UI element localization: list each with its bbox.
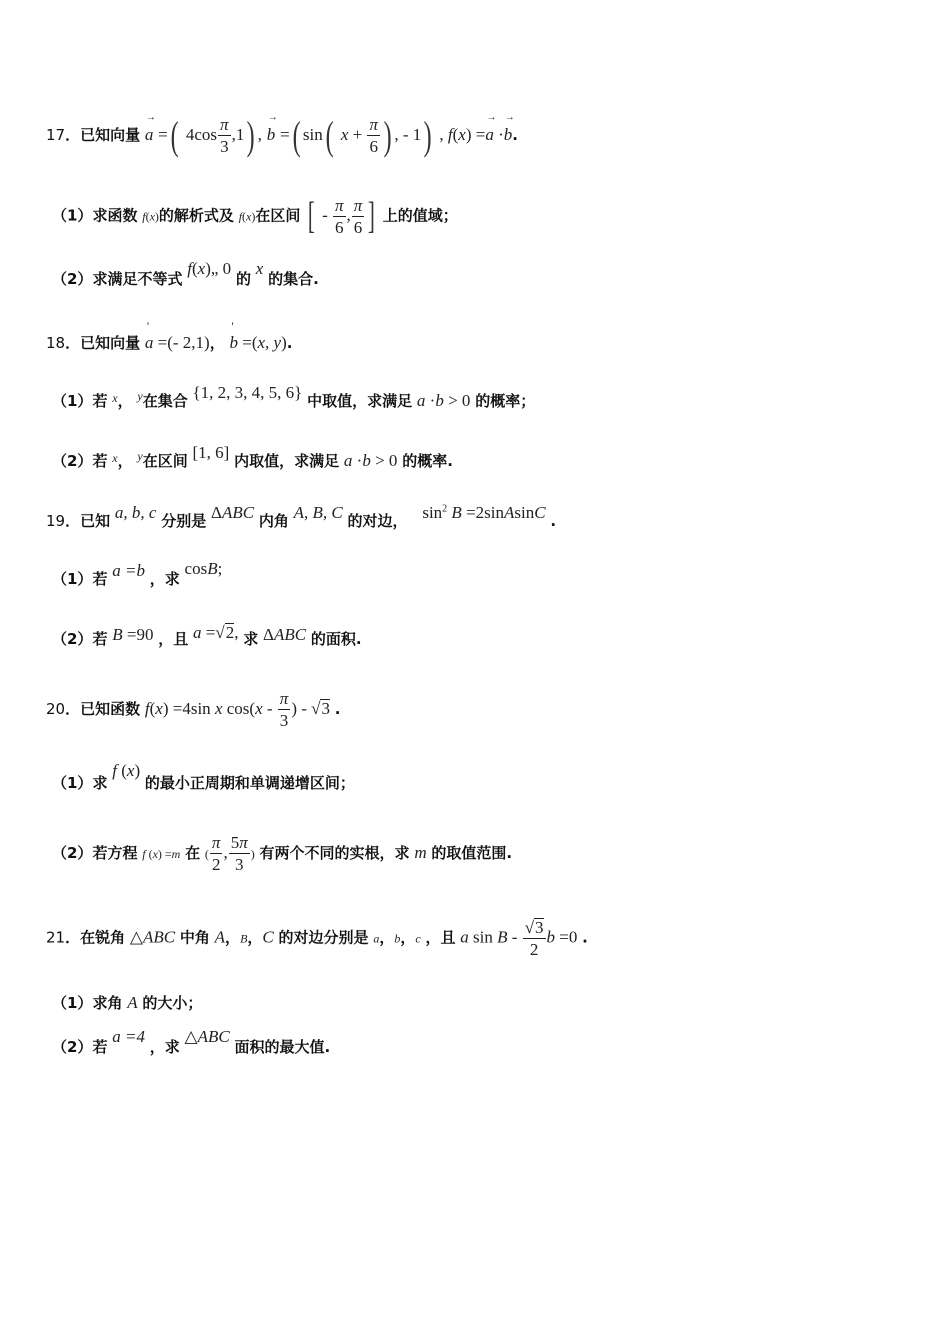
problem-20-part-2: （2）若方程 f (x) =m 在 ( $\frac{\pi}{2}$ , $\frac{5\pi}{3}$ ) 有两个不同的实根，求 m 的取值范围. xyxy=(52,833,513,874)
problem-18-part-2: （2）若 $^x$， $^y$在区间 [1, 6] 内取值，求满足 a ·b > 0 的概率. xyxy=(52,443,453,470)
problem-21-part-1: （1）求角 A 的大小； xyxy=(52,993,203,1012)
stem-text: ．已知向量 xyxy=(65,126,141,144)
problem-21-stem: 21．在锐角 △ABC 中角 A，B，C 的对边分别是 a，b，c ，且 a sin B - $\frac{√3}{2}$ b =0 . xyxy=(46,918,588,959)
problem-19-part-1: （1）若 a =b ，求 cosB; xyxy=(52,559,223,588)
problem-19-part-2: （2）若 B =90 ，且 a =√2, 求 ΔABC 的面积. xyxy=(52,623,362,648)
problem-21-part-2: （2）若 a =4 ，求 △ABC 面积的最大值. xyxy=(52,1027,331,1056)
vector-a: → a xyxy=(145,125,154,145)
problem-18-part-1: （1）若 $^x$， $^y$在集合 {1, 2, 3, 4, 5, 6} 中取值，求满足 a ·b > 0 的概率； xyxy=(52,383,536,410)
problem-number: 17 xyxy=(46,126,66,144)
fraction: $\frac{\pi}{3}$ xyxy=(220,115,229,156)
problem-20-part-1: （1）求 f (x) 的最小正周期和单调递增区间； xyxy=(52,761,355,792)
problem-17-part-1: （1）求函数 f(x)的解析式及 f(x)在区间 [ - $\frac{\pi}{6}$ , $\frac{\pi}{6}$ ] 上的值域； xyxy=(52,195,458,237)
problem-17-part-2: （2）求满足不等式 f(x)„ 0 的 x 的集合. xyxy=(52,259,319,288)
problem-19-stem: 19．已知 a, b, c 分别是 ΔABC 内角 A, B, C 的对边， $\sin^2 B$ =2sinAsinC . xyxy=(46,503,557,530)
vector-b: → b xyxy=(267,125,276,145)
problem-17-stem: 17．已知向量 → a =( 4cos $\frac{\pi}{3}$ ,1) , → b =( sin( x + $\frac{\pi}{6}$ ) , - 1) , f(x) =→ a ·→ b. xyxy=(46,112,518,159)
problem-20-stem: 20．已知函数 f(x) =4sin x cos(x - $\frac{\pi}{3}$ ) - √3 . xyxy=(46,689,341,730)
problem-18-stem: 18．已知向量 ' a =(- 2,1)， ' b =(x, y). xyxy=(46,332,292,353)
fraction: $\frac{\pi}{6}$ xyxy=(369,115,379,156)
